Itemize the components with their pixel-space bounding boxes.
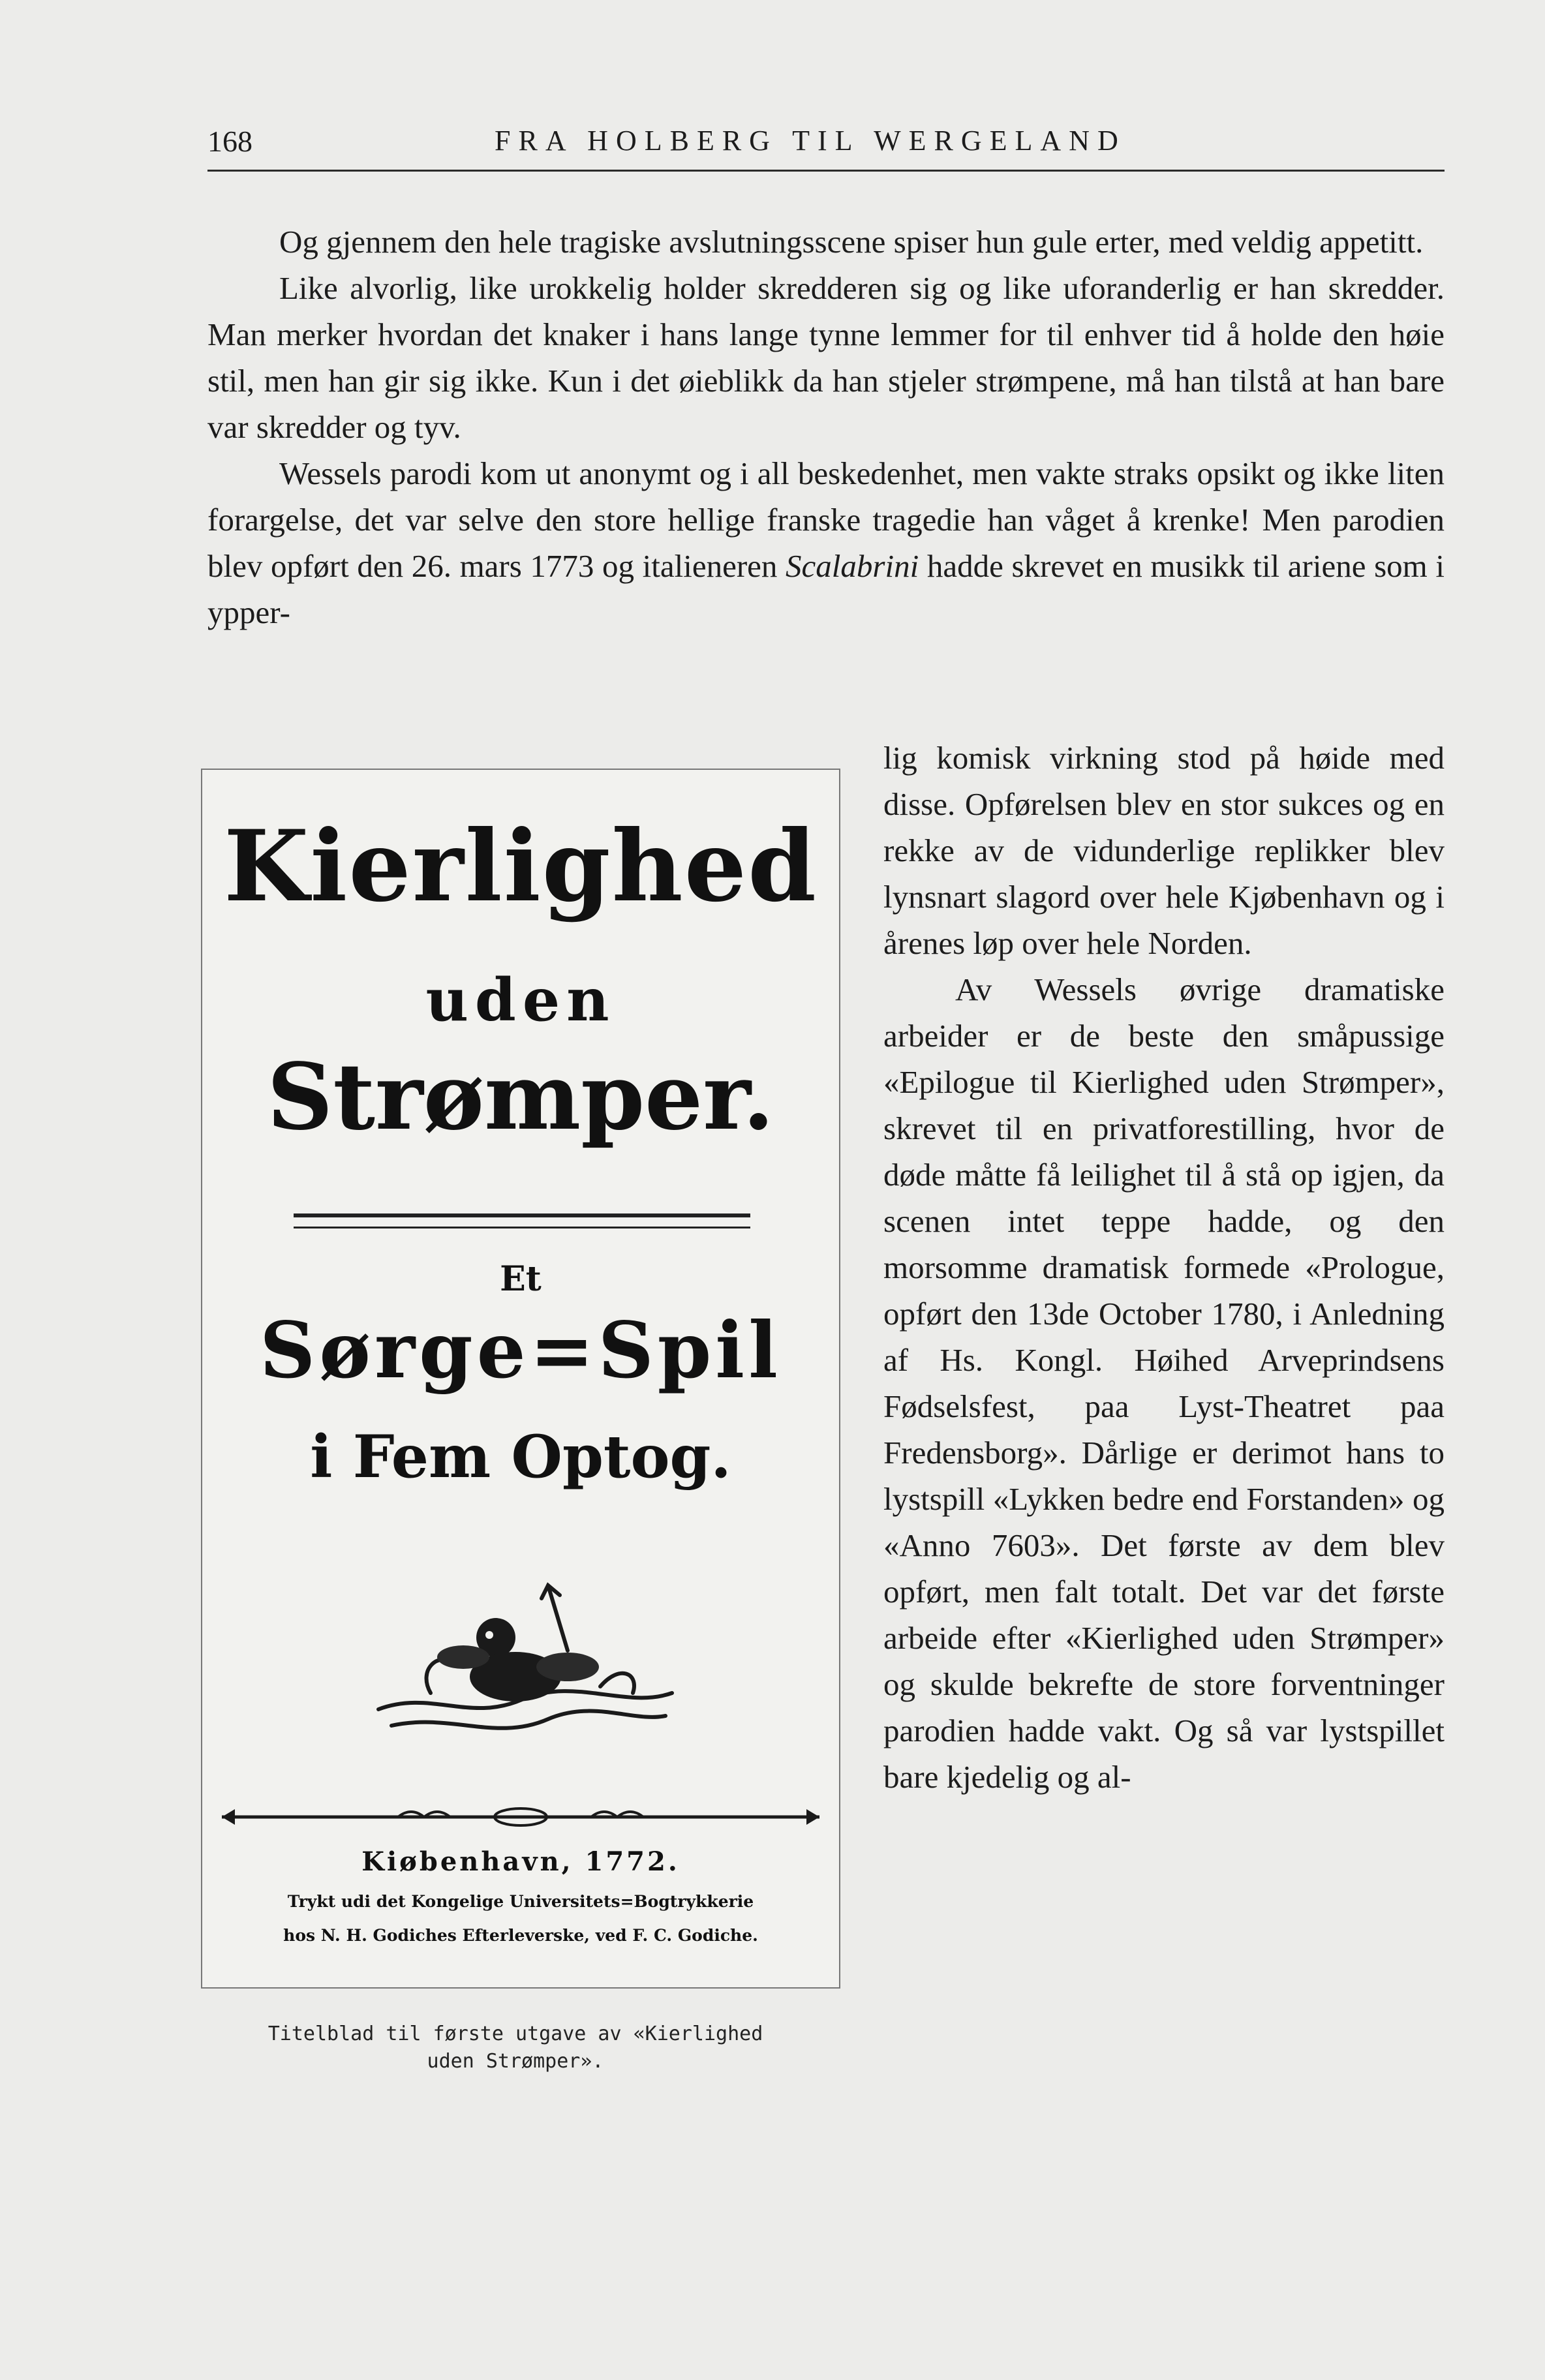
- cherub-ornament-icon: [352, 1559, 692, 1755]
- paragraph-3-text-a: Wessels parodi kom ut anonymt og i all beskedenhet, men vakte straks opsikt og ikke liten forargelse, det var selve den store hellige franske tragedie han våget å krenke! Men parodien blev opført den 26. mars 1773 og italieneren: [207, 455, 1445, 584]
- title-et: Et: [500, 1259, 542, 1299]
- paragraph-4: Av Wessels øvrige dramatiske arbeider er de beste den småpussige «Epilogue til Kierlighed uden Strømper», skrevet til en privatforestilling, hvor de døde måtte få leilighet til å stå op igjen, da scenen intet teppe hadde, og den morsomme dramatisk formede «Prologue, opført den 13de October 1780, i Anledning af Hs. Kongl. Høihed Arveprindsens Fødselsfest, paa Lyst-Theatret paa Fredensborg». Dårlige er derimot hans to lystspill «Lykken bedre end Forstanden» og «Anno 7603». Det første av dem blev opført, men falt totalt. Det var det første arbeide efter «Kierlighed uden Strømper» og skulde bekrefte de store forventninger parodien hadde vakt. Og så var lystspillet bare kjedelig og al-: [883, 971, 1445, 1795]
- page-number: 168: [207, 125, 252, 158]
- title-fem-optog: i Fem Optog.: [310, 1422, 731, 1491]
- paragraph-1: Og gjennem den hele tragiske avslutningsscene spiser hun gule erter, med veldig appetitt.: [279, 224, 1424, 260]
- title-kierlighed: Kierlighed: [223, 809, 818, 924]
- page-header: [207, 124, 1445, 172]
- running-title: FRA HOLBERG TIL WERGELAND: [495, 125, 1126, 157]
- paragraph-3-continued: lig komisk virkning stod på høide med disse. Opførelsen blev en stor sukces og en rekke av de vidunderlige replikker blev lynsnart slagord over hele Kjøbenhavn og i årenes løp over hele Norden.: [883, 740, 1445, 961]
- composer-name: Scalabrini: [786, 548, 919, 584]
- title-sorge-spil: Sørge=Spil: [260, 1305, 782, 1396]
- double-rule: [294, 1213, 750, 1228]
- paragraph-3: [207, 450, 1445, 635]
- caption-line-1: Titelblad til første utgave av «Kierlighed: [268, 2022, 763, 2045]
- paragraph-3-text-b: hadde skrevet en musikk til ariene som i ypper-: [207, 548, 1445, 630]
- imprint-line-2: hos N. H. Godiches Efterleverske, ved F. C. Godiche.: [283, 1926, 758, 1945]
- imprint-place: Kiøbenhavn, 1772.: [361, 1846, 680, 1877]
- title-uden: uden: [425, 966, 616, 1035]
- title-page-illustration: [201, 769, 840, 1989]
- title-stromper: Strømper.: [267, 1044, 774, 1151]
- body-text-top: [207, 219, 1445, 635]
- imprint-line-1: Trykt udi det Kongelige Universitets=Bogtrykkerie: [287, 1892, 754, 1911]
- figure-caption: [209, 2021, 822, 2075]
- paragraph-2: Like alvorlig, like urokkelig holder skredderen sig og like uforanderlig er han skredder. Man merker hvordan det knaker i hans lange tynne lemmer for til enhver tid å holde den høie stil, men han gir sig ikke. Kun i det øieblikk da han stjeler strømpene, må han tilstå at han bare var skredder og tyv.: [207, 270, 1445, 445]
- body-text-right-column: [883, 735, 1445, 1800]
- decorative-rule-ornament-icon: [215, 1804, 826, 1830]
- caption-line-2: uden Strømper».: [427, 2050, 604, 2073]
